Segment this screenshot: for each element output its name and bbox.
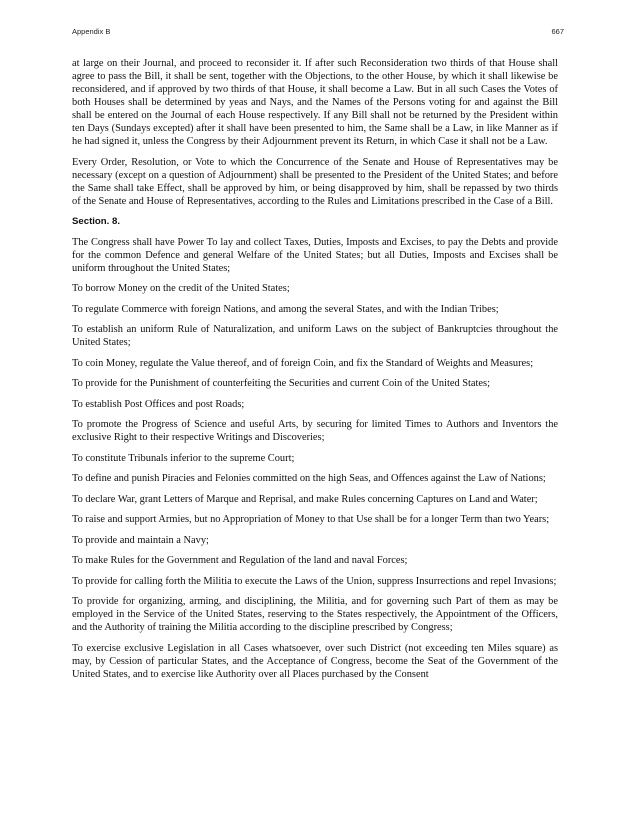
clause: To provide for organizing, arming, and disciplining, the Militia, and for governing such Part of them as may be employed in the Service of the United States, reserving to the States respectively, the Appointment of the Officers, and the Authority of training the Militia according to the discipline prescribed by Congress; <box>72 596 558 633</box>
clause: To constitute Tribunals inferior to the supreme Court; <box>72 452 295 464</box>
section-heading: Section. 8. <box>72 216 120 227</box>
clause: To raise and support Armies, but no Appropriation of Money to that Use shall be for a longer Term than two Years; <box>72 514 550 525</box>
clause: To coin Money, regulate the Value thereof, and of foreign Coin, and fix the Standard of Weights and Measures; <box>72 357 534 369</box>
clause: To establish Post Offices and post Roads; <box>72 398 245 410</box>
clause: To provide and maintain a Navy; <box>72 534 209 546</box>
clause: To exercise exclusive Legislation in all Cases whatsoever, over such District (not exceeding ten Miles square) as may, by Cession of particular States, and the Acceptance of Congress, become the Seat of the Government of the United States, and to exercise like Authority over all Places purchased by the Consent <box>72 642 558 680</box>
clause: To declare War, grant Letters of Marque and Reprisal, and make Rules concerning Captures on Land and Water; <box>72 493 538 505</box>
paragraph: at large on their Journal, and proceed to reconsider it. If after such Reconsideration two thirds of that House shall agree to pass the Bill, it shall be sent, together with the Objections, to the other House, by which it shall likewise be reconsidered, and if approved by two thirds of that House, it shall become a Law. But in all such Cases the Votes of both Houses shall be determined by yeas and Nays, and the Names of the Persons voting for and against the Bill shall be entered on the Journal of each House respectively. If any Bill shall not be returned by the President within ten Days (Sundays excepted) after it shall have been presented to him, the Same shall be a Law, in like Manner as if he had signed it, unless the Congress by their Adjournment prevent its Return, in which Case it shall not be a Law. <box>72 58 558 147</box>
clause: To provide for the Punishment of counterfeiting the Securities and current Coin of the United States; <box>72 378 490 389</box>
page-number: 667 <box>551 27 564 36</box>
clause: To make Rules for the Government and Regulation of the land and naval Forces; <box>72 555 408 566</box>
header-appendix-label: Appendix B <box>72 27 111 36</box>
clause: To borrow Money on the credit of the United States; <box>72 283 290 294</box>
clause: To define and punish Piracies and Felonies committed on the high Seas, and Offences against the Law of Nations; <box>72 473 546 484</box>
paragraph: Every Order, Resolution, or Vote to which the Concurrence of the Senate and House of Representatives may be necessary (except on a question of Adjournment) shall be presented to the President of the United States; and before the Same shall take Effect, shall be approved by him, or being disapproved by him, shall be repassed by two thirds of the Senate and House of Representatives, according to the Rules and Limitations prescribed in the Case of a Bill. <box>72 156 558 207</box>
clause: To regulate Commerce with foreign Nations, and among the several States, and with the Indian Tribes; <box>72 303 499 315</box>
running-header <box>72 27 564 36</box>
body-text <box>72 57 558 688</box>
clause: The Congress shall have Power To lay and collect Taxes, Duties, Imposts and Excises, to pay the Debts and provide for the common Defence and general Welfare of the United States; but all Duties, Imposts and Excises shall be uniform throughout the United States; <box>72 236 558 274</box>
clause: To provide for calling forth the Militia to execute the Laws of the Union, suppress Insurrections and repel Invasions; <box>72 575 557 587</box>
clause: To promote the Progress of Science and useful Arts, by securing for limited Times to Authors and Inventors the exclusive Right to their respective Writings and Discoveries; <box>72 419 558 443</box>
clause: To establish an uniform Rule of Naturalization, and uniform Laws on the subject of Bankruptcies throughout the United States; <box>72 324 558 348</box>
